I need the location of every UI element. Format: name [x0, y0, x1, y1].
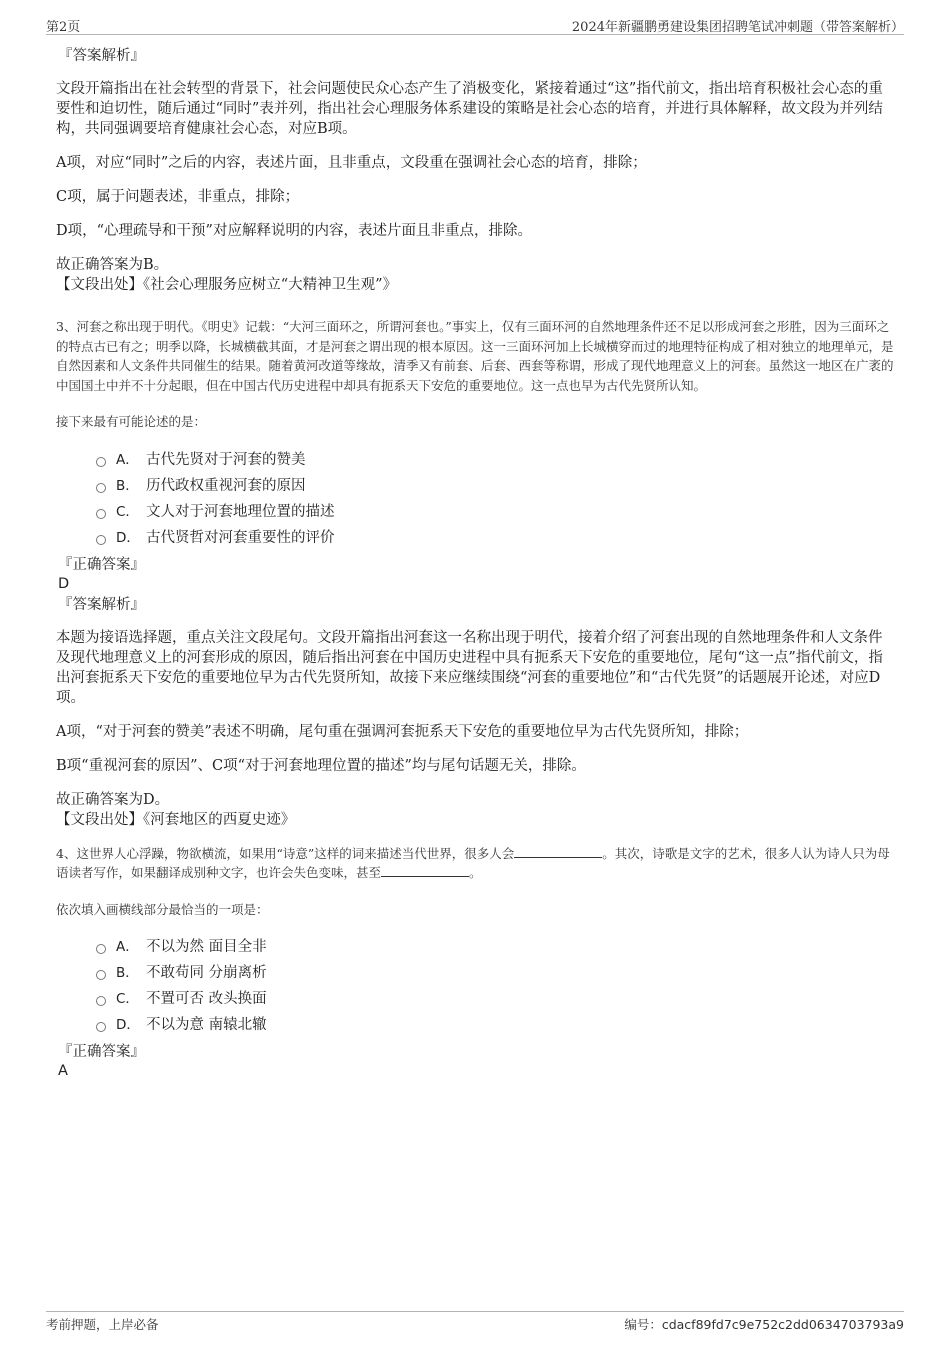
q3-source: 【文段出处】《河套地区的西夏史迹》 [56, 811, 296, 828]
q3-analysis-label: 『答案解析』 [58, 596, 145, 613]
option-text: 古代先贤对于河套的赞美 [146, 451, 306, 468]
q3-answer-label: 『正确答案』 [58, 556, 145, 573]
document-title: 2024年新疆鹏勇建设集团招聘笔试冲刺题（带答案解析） [571, 20, 904, 35]
option-text: 不以为意 南辕北辙 [146, 1017, 267, 1033]
option-text: 不置可否 改头换面 [146, 991, 267, 1007]
radio-icon[interactable] [96, 996, 106, 1006]
radio-icon[interactable] [96, 970, 106, 980]
page-footer [46, 1311, 904, 1332]
q3-options [96, 447, 896, 551]
q4-answer-label: 『正确答案』 [58, 1044, 145, 1060]
q4-option-a[interactable]: A． 不以为然 面目全非 [96, 934, 896, 960]
q3-analysis-text: 本题为接语选择题，重点关注文段尾句。文段开篇指出河套这一名称出现于明代，接着介绍了河套出现的自然地理条件和人文条件及现代地理意义上的河套形成的原因，随后指出河套在中国历史进程中具有扼系天下安危的重要地位，尾句“这一点”指代前文，指出河套扼系天下安危的重要地位早为古代先贤所知，故接下来应继续围绕“河套的重要地位”和“古代先贤”的话题展开论述，对应D项。 [56, 629, 883, 706]
radio-icon[interactable] [96, 483, 106, 493]
option-text: 古代贤哲对河套重要性的评价 [146, 529, 335, 546]
option-text: 不以为然 面目全非 [146, 939, 267, 955]
radio-icon[interactable] [96, 1022, 106, 1032]
q4-question: 4、这世界人心浮躁，物欲横流，如果用“诗意”这样的词来描述当代世界，很多人会 。其次，诗歌是文字的艺术，很多人认为诗人只为母语读者写作，如果翻译成别种文字，也许会失色变味，甚至 。 [56, 845, 890, 880]
fill-blank-2[interactable] [381, 864, 469, 877]
q4-prompt: 依次填入画横线部分最恰当的一项是： [56, 901, 269, 917]
q3-option-c[interactable]: C． 文人对于河套地理位置的描述 [96, 499, 896, 525]
page-header [46, 14, 904, 35]
q4-option-b[interactable]: B． 不敢苟同 分崩离析 [96, 960, 896, 986]
q4-answer: A [58, 1063, 68, 1079]
q3-answer: D [58, 575, 70, 592]
q2-source: 【文段出处】《社会心理服务应树立“大精神卫生观”》 [56, 277, 398, 293]
radio-icon[interactable] [96, 944, 106, 954]
q3-conclusion: 故正确答案为D。 [56, 791, 170, 808]
radio-icon[interactable] [96, 535, 106, 545]
option-text: 不敢苟同 分崩离析 [146, 965, 267, 981]
radio-icon[interactable] [96, 457, 106, 467]
q2-analysis-text: 文段开篇指出在社会转型的背景下，社会问题使民众心态产生了消极变化，紧接着通过“这”指代前文，指出培育积极社会心态的重要性和迫切性，随后通过“同时”表并列，指出社会心理服务体系建设的策略是社会心态的培育，并进行具体解释，故文段为并列结构，共同强调要培育健康社会心态，对应B项。 [56, 81, 883, 137]
q2-analysis-label: 『答案解析』 [58, 48, 145, 64]
document-code: 编号：cdacf89fd7c9e752c2dd0634703793a9 [624, 1317, 904, 1332]
q2-option-a-note: A项，对应“同时”之后的内容，表述片面，且非重点，文段重在强调社会心态的培育，排除； [56, 155, 647, 171]
q4-option-d[interactable]: D． 不以为意 南辕北辙 [96, 1012, 896, 1038]
q2-conclusion: 故正确答案为B。 [56, 257, 169, 273]
option-text: 文人对于河套地理位置的描述 [146, 503, 335, 520]
option-text: 历代政权重视河套的原因 [146, 477, 306, 494]
q3-question: 3、河套之称出现于明代。《明史》记载：“大河三面环之，所谓河套也。”事实上，仅有三面环河的自然地理条件还不足以形成河套之形胜，因为三面环之的特点古已有之；明季以降，长城横截其面，才是河套之谓出现的根本原因。这一三面环河加上长城横穿而过的地理特征构成了相对独立的地理单元，是自然因素和人文条件共同催生的结果。随着黄河改道等缘故，清季又有前套、后套、西套等称谓，形成了现代地理意义上的河套。虽然这一地区在广袤的中国国土中并不十分起眼，但在中国古代历史进程中却具有扼系天下安危的重要地位。这一点也早为古代先贤所认知。 [56, 319, 894, 393]
radio-icon[interactable] [96, 509, 106, 519]
page-number: 第2页 [46, 20, 81, 35]
q3-option-a-note: A项，“对于河套的赞美”表述不明确，尾句重在强调河套扼系天下安危的重要地位早为古代先贤所知，排除； [56, 723, 749, 740]
q3-option-bc-note: B项“重视河套的原因”、C项“对于河套地理位置的描述”均与尾句话题无关，排除。 [56, 757, 586, 774]
footer-slogan: 考前押题，上岸必备 [46, 1317, 159, 1332]
q3-option-d[interactable]: D． 古代贤哲对河套重要性的评价 [96, 525, 896, 551]
page-content [56, 46, 896, 1080]
q3-prompt: 接下来最有可能论述的是： [56, 414, 207, 429]
q4-option-c[interactable]: C． 不置可否 改头换面 [96, 986, 896, 1012]
q2-option-c-note: C项，属于问题表述，非重点，排除； [56, 189, 300, 205]
q3-option-b[interactable]: B． 历代政权重视河套的原因 [96, 473, 896, 499]
q4-options [96, 934, 896, 1038]
fill-blank-1[interactable] [514, 845, 602, 858]
q2-option-d-note: D项，“心理疏导和干预”对应解释说明的内容，表述片面且非重点，排除。 [56, 223, 532, 239]
q3-option-a[interactable]: A． 古代先贤对于河套的赞美 [96, 447, 896, 473]
